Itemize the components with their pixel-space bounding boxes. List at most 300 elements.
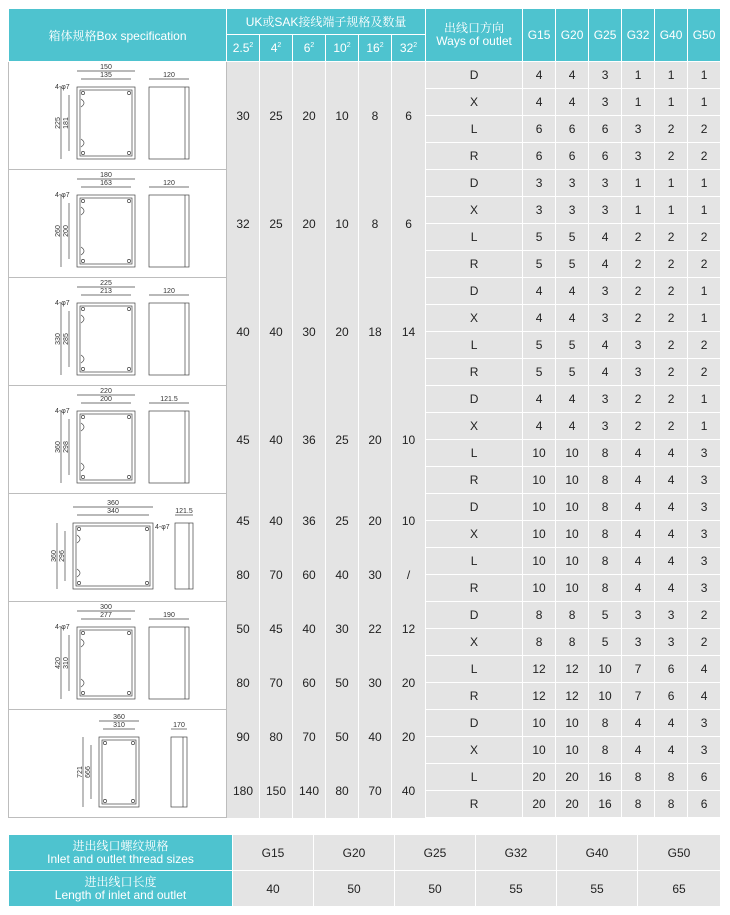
box-drawing bbox=[9, 495, 225, 601]
mounting-hole bbox=[127, 151, 130, 154]
mounting-hole bbox=[81, 475, 84, 478]
thread-count-cell: 20 bbox=[523, 791, 556, 818]
box-front-view bbox=[77, 87, 135, 159]
hinge bbox=[81, 355, 84, 363]
thread-size-value: G40 bbox=[557, 835, 638, 871]
thread-count-cell: 8 bbox=[622, 764, 655, 791]
length-value: 50 bbox=[395, 871, 476, 907]
thread-count-cell: 5 bbox=[589, 629, 622, 656]
hinge bbox=[77, 535, 80, 543]
thread-count-cell: 4 bbox=[688, 656, 721, 683]
thread-count-cell: 8 bbox=[589, 575, 622, 602]
hinge bbox=[81, 207, 84, 215]
terminal-count-cell: 10 bbox=[392, 386, 426, 494]
outer-height-label: 360 bbox=[51, 549, 58, 562]
thread-count-cell: 16 bbox=[589, 764, 622, 791]
thread-count-cell: 10 bbox=[556, 440, 589, 467]
box-drawing-cell bbox=[9, 494, 227, 602]
thread-count-cell: 4 bbox=[655, 548, 688, 575]
thread-count-cell: 8 bbox=[589, 467, 622, 494]
mounting-hole bbox=[127, 199, 130, 202]
thread-count-cell: 2 bbox=[622, 305, 655, 332]
terminal-size-header: $6^2$ bbox=[293, 35, 326, 62]
thread-count-cell: 2 bbox=[655, 278, 688, 305]
thread-count-cell: 20 bbox=[556, 791, 589, 818]
thread-count-cell: 1 bbox=[688, 413, 721, 440]
terminal-count-cell: 20 bbox=[293, 62, 326, 170]
outlet-direction-cell: D bbox=[426, 278, 523, 305]
box-drawing bbox=[9, 63, 225, 169]
terminal-size-header: $32^2$ bbox=[392, 35, 426, 62]
thread-count-cell: 10 bbox=[589, 656, 622, 683]
thread-col-header: G40 bbox=[655, 9, 688, 62]
thread-count-cell: 3 bbox=[622, 629, 655, 656]
thread-count-cell: 8 bbox=[655, 764, 688, 791]
thread-count-cell: 2 bbox=[688, 224, 721, 251]
terminal-count-cell: 25 bbox=[326, 494, 359, 548]
outlet-direction-cell: X bbox=[426, 629, 523, 656]
depth-label: 170 bbox=[173, 721, 185, 729]
mounting-hole bbox=[81, 415, 84, 418]
thread-count-cell: 6 bbox=[589, 116, 622, 143]
terminal-count-cell: 40 bbox=[392, 764, 426, 818]
outlet-direction-cell: R bbox=[426, 683, 523, 710]
thread-count-cell: 3 bbox=[556, 197, 589, 224]
box-front-view bbox=[77, 303, 135, 375]
thread-count-cell: 6 bbox=[589, 143, 622, 170]
box-drawing-cell bbox=[9, 278, 227, 386]
terminal-count-cell: 50 bbox=[227, 602, 260, 656]
terminal-count-cell: 45 bbox=[227, 494, 260, 548]
terminal-count-cell: 40 bbox=[227, 278, 260, 386]
table-row bbox=[9, 278, 721, 305]
outer-width-label: 180 bbox=[100, 171, 112, 179]
terminal-count-cell: 40 bbox=[260, 386, 293, 494]
hinge bbox=[81, 99, 84, 107]
mounting-hole bbox=[81, 151, 84, 154]
terminal-count-cell: 80 bbox=[260, 710, 293, 764]
thread-count-cell: 4 bbox=[556, 413, 589, 440]
thread-count-cell: 3 bbox=[688, 467, 721, 494]
mounting-hole bbox=[127, 91, 130, 94]
thread-count-cell: 4 bbox=[655, 467, 688, 494]
thread-count-cell: 1 bbox=[688, 89, 721, 116]
holes-label: 4-φ7 bbox=[55, 623, 70, 631]
thread-count-cell: 2 bbox=[688, 359, 721, 386]
thread-count-cell: 4 bbox=[688, 683, 721, 710]
thread-count-cell: 10 bbox=[556, 737, 589, 764]
thread-count-cell: 3 bbox=[589, 62, 622, 89]
thread-count-cell: 1 bbox=[622, 62, 655, 89]
outlet-direction-cell: D bbox=[426, 602, 523, 629]
thread-count-cell: 16 bbox=[589, 791, 622, 818]
mounting-hole bbox=[127, 259, 130, 262]
depth-label: 120 bbox=[163, 179, 175, 187]
thread-count-cell: 10 bbox=[523, 548, 556, 575]
outlet-direction-header bbox=[426, 9, 523, 62]
outer-width-label: 225 bbox=[100, 279, 112, 287]
thread-count-cell: 3 bbox=[688, 440, 721, 467]
table-row bbox=[9, 494, 721, 521]
thread-count-cell: 1 bbox=[655, 170, 688, 197]
table-row bbox=[9, 710, 721, 737]
thread-count-cell: 5 bbox=[556, 332, 589, 359]
mounting-hole bbox=[103, 741, 106, 744]
outer-width-label: 360 bbox=[107, 499, 119, 507]
terminal-count-cell: 70 bbox=[293, 710, 326, 764]
inner-height-label: 200 bbox=[63, 224, 70, 237]
thread-count-cell: 4 bbox=[622, 521, 655, 548]
terminal-count-cell: 10 bbox=[326, 170, 359, 278]
outer-width-label: 360 bbox=[113, 713, 125, 721]
outlet-direction-cell: L bbox=[426, 440, 523, 467]
hinge bbox=[81, 247, 84, 255]
box-side-view bbox=[149, 627, 189, 699]
hinge bbox=[81, 463, 84, 471]
thread-count-cell: 8 bbox=[589, 521, 622, 548]
outer-width-label: 220 bbox=[100, 387, 112, 395]
thread-count-cell: 8 bbox=[556, 602, 589, 629]
thread-count-cell: 1 bbox=[622, 170, 655, 197]
terminal-count-cell: 32 bbox=[227, 170, 260, 278]
thread-count-cell: 3 bbox=[589, 386, 622, 413]
terminal-count-cell: 36 bbox=[293, 386, 326, 494]
thread-count-cell: 12 bbox=[556, 683, 589, 710]
thread-count-cell: 6 bbox=[655, 656, 688, 683]
thread-count-cell: 6 bbox=[523, 116, 556, 143]
thread-count-cell: 4 bbox=[556, 305, 589, 332]
outlet-direction-en: Ways of outlet bbox=[436, 34, 512, 48]
thread-count-cell: 6 bbox=[523, 143, 556, 170]
mounting-hole bbox=[131, 741, 134, 744]
terminal-count-cell: 40 bbox=[293, 602, 326, 656]
thread-count-cell: 3 bbox=[622, 143, 655, 170]
thread-count-cell: 3 bbox=[589, 197, 622, 224]
thread-count-cell: 12 bbox=[523, 656, 556, 683]
thread-count-cell: 4 bbox=[655, 737, 688, 764]
thread-size-label bbox=[9, 835, 233, 871]
thread-count-cell: 4 bbox=[655, 440, 688, 467]
thread-count-cell: 1 bbox=[688, 62, 721, 89]
thread-count-cell: 1 bbox=[655, 62, 688, 89]
box-side-view bbox=[149, 303, 189, 375]
inner-height-label: 666 bbox=[85, 765, 92, 778]
terminal-count-cell: 25 bbox=[260, 62, 293, 170]
terminal-count-cell: 14 bbox=[392, 278, 426, 386]
outer-height-label: 260 bbox=[55, 224, 62, 237]
holes-label: 4-φ7 bbox=[55, 83, 70, 91]
thread-count-cell: 5 bbox=[556, 359, 589, 386]
mounting-hole bbox=[77, 581, 80, 584]
thread-count-cell: 3 bbox=[589, 305, 622, 332]
thread-count-cell: 6 bbox=[556, 143, 589, 170]
terminal-count-cell: 8 bbox=[359, 170, 392, 278]
thread-count-cell: 2 bbox=[655, 386, 688, 413]
thread-count-cell: 4 bbox=[523, 278, 556, 305]
inner-width-label: 163 bbox=[100, 179, 112, 187]
box-side-view bbox=[149, 411, 189, 483]
thread-count-cell: 3 bbox=[622, 602, 655, 629]
box-front-view bbox=[77, 627, 135, 699]
outer-width-label: 300 bbox=[100, 603, 112, 611]
thread-col-header: G20 bbox=[556, 9, 589, 62]
terminal-count-cell: 80 bbox=[326, 764, 359, 818]
holes-label: 4-φ7 bbox=[55, 407, 70, 415]
box-front-inner bbox=[80, 630, 132, 696]
inner-height-label: 181 bbox=[63, 116, 70, 129]
thread-count-cell: 4 bbox=[589, 332, 622, 359]
thread-count-cell: 12 bbox=[556, 656, 589, 683]
outlet-direction-cell: L bbox=[426, 656, 523, 683]
box-spec-header: 箱体规格Box specification bbox=[9, 9, 227, 62]
thread-count-cell: 3 bbox=[655, 602, 688, 629]
thread-count-cell: 2 bbox=[622, 386, 655, 413]
box-front-view bbox=[99, 737, 139, 807]
thread-count-cell: 10 bbox=[589, 683, 622, 710]
thread-count-cell: 2 bbox=[622, 224, 655, 251]
thread-count-cell: 8 bbox=[589, 737, 622, 764]
mounting-hole bbox=[127, 475, 130, 478]
outlet-direction-cell: R bbox=[426, 575, 523, 602]
terminal-size-header: $4^2$ bbox=[260, 35, 293, 62]
terminal-count-cell: 80 bbox=[227, 656, 260, 710]
thread-count-cell: 4 bbox=[523, 89, 556, 116]
thread-count-cell: 8 bbox=[523, 629, 556, 656]
thread-size-label-cn: 进出线口螺纹规格 bbox=[72, 838, 169, 853]
box-drawing bbox=[9, 279, 225, 385]
thread-count-cell: 3 bbox=[688, 521, 721, 548]
outer-height-label: 420 bbox=[55, 656, 62, 669]
table-row bbox=[9, 62, 721, 89]
thread-count-cell: 2 bbox=[655, 305, 688, 332]
inner-width-label: 200 bbox=[100, 395, 112, 403]
thread-count-cell: 5 bbox=[523, 332, 556, 359]
terminal-size-header: $2.5^2$ bbox=[227, 35, 260, 62]
thread-count-cell: 1 bbox=[655, 197, 688, 224]
box-front-inner bbox=[80, 198, 132, 264]
thread-col-header: G50 bbox=[688, 9, 721, 62]
box-drawing-cell bbox=[9, 602, 227, 710]
thread-count-cell: 3 bbox=[688, 575, 721, 602]
terminal-count-cell: 20 bbox=[392, 656, 426, 710]
outer-height-label: 360 bbox=[55, 440, 62, 453]
thread-count-cell: 2 bbox=[655, 332, 688, 359]
mounting-hole bbox=[103, 799, 106, 802]
box-front-view bbox=[77, 195, 135, 267]
outlet-direction-cell: L bbox=[426, 548, 523, 575]
mounting-hole bbox=[145, 527, 148, 530]
box-drawing bbox=[9, 387, 225, 493]
mounting-hole bbox=[127, 367, 130, 370]
thread-count-cell: 2 bbox=[655, 359, 688, 386]
terminal-count-cell: 20 bbox=[293, 170, 326, 278]
mounting-hole bbox=[81, 631, 84, 634]
terminal-count-cell: 70 bbox=[260, 656, 293, 710]
thread-count-cell: 20 bbox=[523, 764, 556, 791]
thread-count-cell: 5 bbox=[556, 251, 589, 278]
table-row bbox=[9, 386, 721, 413]
thread-count-cell: 7 bbox=[622, 656, 655, 683]
depth-label: 120 bbox=[163, 287, 175, 295]
thread-count-cell: 6 bbox=[556, 116, 589, 143]
terminal-count-cell: 45 bbox=[260, 602, 293, 656]
terminal-count-cell: 60 bbox=[293, 656, 326, 710]
terminal-count-cell: / bbox=[392, 548, 426, 602]
thread-count-cell: 4 bbox=[655, 521, 688, 548]
thread-count-cell: 4 bbox=[556, 386, 589, 413]
terminal-count-cell: 10 bbox=[326, 62, 359, 170]
thread-count-cell: 10 bbox=[523, 737, 556, 764]
outlet-direction-cell: X bbox=[426, 305, 523, 332]
thread-count-cell: 4 bbox=[622, 467, 655, 494]
mounting-hole bbox=[131, 799, 134, 802]
table-body bbox=[9, 62, 721, 818]
length-value: 55 bbox=[557, 871, 638, 907]
inlet-outlet-table bbox=[8, 834, 721, 907]
terminal-count-cell: 50 bbox=[326, 656, 359, 710]
inner-width-label: 135 bbox=[100, 71, 112, 79]
thread-count-cell: 10 bbox=[556, 575, 589, 602]
thread-count-cell: 5 bbox=[523, 224, 556, 251]
thread-count-cell: 2 bbox=[622, 251, 655, 278]
terminal-count-cell: 20 bbox=[359, 494, 392, 548]
box-drawing bbox=[9, 711, 225, 817]
mounting-hole bbox=[127, 691, 130, 694]
outlet-direction-cell: X bbox=[426, 413, 523, 440]
outlet-direction-cell: D bbox=[426, 494, 523, 521]
terminal-count-cell: 40 bbox=[260, 278, 293, 386]
box-drawing-cell bbox=[9, 170, 227, 278]
outlet-direction-cell: R bbox=[426, 143, 523, 170]
box-drawing-cell bbox=[9, 386, 227, 494]
terminal-count-cell: 6 bbox=[392, 62, 426, 170]
terminal-count-cell: 80 bbox=[227, 548, 260, 602]
box-drawing-cell bbox=[9, 710, 227, 818]
terminal-count-cell: 30 bbox=[227, 62, 260, 170]
thread-count-cell: 4 bbox=[655, 494, 688, 521]
thread-count-cell: 3 bbox=[688, 494, 721, 521]
hinge bbox=[81, 315, 84, 323]
inner-width-label: 213 bbox=[100, 287, 112, 295]
terminal-count-cell: 12 bbox=[392, 602, 426, 656]
thread-count-cell: 2 bbox=[688, 143, 721, 170]
terminal-count-cell: 50 bbox=[326, 710, 359, 764]
hinge bbox=[81, 423, 84, 431]
thread-count-cell: 4 bbox=[589, 224, 622, 251]
outer-width-label: 150 bbox=[100, 63, 112, 71]
thread-size-value: G50 bbox=[638, 835, 721, 871]
hinge bbox=[81, 139, 84, 147]
outlet-direction-cell: X bbox=[426, 89, 523, 116]
outlet-direction-cell: D bbox=[426, 170, 523, 197]
thread-count-cell: 10 bbox=[523, 710, 556, 737]
thread-count-cell: 4 bbox=[556, 278, 589, 305]
thread-count-cell: 4 bbox=[523, 386, 556, 413]
outlet-direction-cell: X bbox=[426, 197, 523, 224]
thread-count-cell: 3 bbox=[688, 548, 721, 575]
thread-count-cell: 10 bbox=[556, 710, 589, 737]
thread-count-cell: 4 bbox=[556, 89, 589, 116]
thread-count-cell: 5 bbox=[523, 359, 556, 386]
thread-size-label-en: Inlet and outlet thread sizes bbox=[47, 851, 194, 866]
box-drawing-cell bbox=[9, 62, 227, 170]
thread-count-cell: 2 bbox=[688, 332, 721, 359]
thread-count-cell: 2 bbox=[688, 251, 721, 278]
thread-count-cell: 1 bbox=[688, 197, 721, 224]
thread-count-cell: 3 bbox=[523, 197, 556, 224]
terminal-count-cell: 60 bbox=[293, 548, 326, 602]
holes-label: 4-φ7 bbox=[55, 191, 70, 199]
box-front-inner bbox=[102, 740, 136, 804]
terminal-count-cell: 40 bbox=[260, 494, 293, 548]
thread-count-cell: 4 bbox=[523, 305, 556, 332]
thread-count-cell: 4 bbox=[655, 575, 688, 602]
thread-count-cell: 4 bbox=[622, 494, 655, 521]
mounting-hole bbox=[81, 307, 84, 310]
thread-count-cell: 2 bbox=[655, 143, 688, 170]
outer-height-label: 225 bbox=[55, 116, 62, 129]
thread-count-cell: 10 bbox=[556, 467, 589, 494]
thread-count-cell: 1 bbox=[622, 89, 655, 116]
terminal-count-cell: 30 bbox=[326, 602, 359, 656]
table-row bbox=[9, 602, 721, 629]
thread-count-cell: 10 bbox=[523, 521, 556, 548]
thread-count-cell: 4 bbox=[589, 359, 622, 386]
outlet-direction-cell: L bbox=[426, 332, 523, 359]
thread-size-row bbox=[9, 835, 721, 871]
table-row bbox=[9, 170, 721, 197]
box-front-inner bbox=[76, 526, 150, 586]
thread-size-value: G32 bbox=[476, 835, 557, 871]
terminal-count-cell: 150 bbox=[260, 764, 293, 818]
terminal-count-cell: 40 bbox=[326, 548, 359, 602]
box-front-inner bbox=[80, 90, 132, 156]
outlet-direction-cell: R bbox=[426, 467, 523, 494]
terminal-count-cell: 20 bbox=[359, 386, 392, 494]
box-side-view bbox=[171, 737, 187, 807]
outlet-direction-cell: L bbox=[426, 764, 523, 791]
thread-col-header: G25 bbox=[589, 9, 622, 62]
terminal-count-cell: 45 bbox=[227, 386, 260, 494]
inner-width-label: 277 bbox=[100, 611, 112, 619]
outer-height-label: 330 bbox=[55, 332, 62, 345]
box-side-view bbox=[149, 195, 189, 267]
thread-count-cell: 4 bbox=[523, 413, 556, 440]
thread-count-cell: 3 bbox=[589, 170, 622, 197]
thread-count-cell: 3 bbox=[622, 359, 655, 386]
depth-label: 190 bbox=[163, 611, 175, 619]
outlet-direction-cell: R bbox=[426, 251, 523, 278]
mounting-hole bbox=[81, 259, 84, 262]
thread-count-cell: 3 bbox=[655, 629, 688, 656]
terminal-count-cell: 20 bbox=[326, 278, 359, 386]
thread-count-cell: 8 bbox=[655, 791, 688, 818]
box-front-view bbox=[73, 523, 153, 589]
length-label-cn: 进出线口长度 bbox=[84, 874, 157, 889]
mounting-hole bbox=[145, 581, 148, 584]
table-header bbox=[9, 9, 721, 62]
hinge bbox=[81, 639, 84, 647]
thread-count-cell: 4 bbox=[523, 62, 556, 89]
length-label bbox=[9, 871, 233, 907]
terminal-count-cell: 30 bbox=[293, 278, 326, 386]
thread-count-cell: 4 bbox=[556, 62, 589, 89]
terminal-size-header: $16^2$ bbox=[359, 35, 392, 62]
length-value: 40 bbox=[233, 871, 314, 907]
mounting-hole bbox=[127, 631, 130, 634]
box-front-view bbox=[77, 411, 135, 483]
terminal-count-cell: 70 bbox=[260, 548, 293, 602]
